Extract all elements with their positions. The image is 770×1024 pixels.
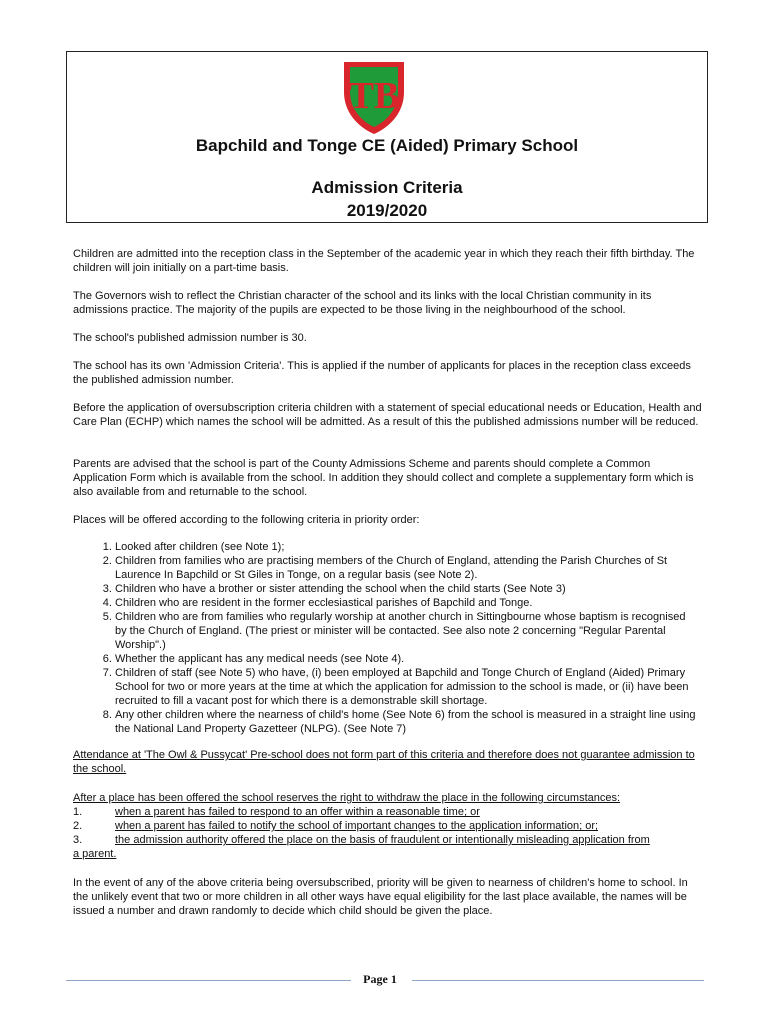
- paragraph-governors: The Governors wish to reflect the Christian character of the school and its links with the local Christian community in its admissions practice. The majority of the pupils are expected to be those living in the neighbourhood of the school.: [73, 290, 652, 316]
- withdraw-item-text: the admission authority offered the place on the basis of fraudulent or intentionally misleading application from: [115, 834, 650, 846]
- criteria-item: 8. Any other children where the nearness of child's home (See Note 6) from the school is measured in a straight line using the National Land Property Gazetteer (NLPG). (See Note 7): [115, 708, 697, 736]
- criteria-item: 7. Children of staff (see Note 5) who have, (i) been employed at Bapchild and Tonge Church of England (Aided) Primary School for two or more years at the time at which the application for admission to the school is made, or (ii) have been recruited to fill a vacant post for which there is a demonstrable skill shortage.: [115, 666, 697, 708]
- page-number: Page 1: [363, 972, 397, 986]
- withdraw-item-number: 1.: [73, 806, 83, 818]
- paragraph-parents-advised: Parents are advised that the school is part of the County Admissions Scheme and parents should complete a Common Application Form which is available from the school. In addition they should collect and complete a supplementary form which is also available from and returnable to the school.: [73, 458, 694, 498]
- criteria-item: 3. Children who have a brother or sister attending the school when the child starts (See Note 3): [115, 582, 697, 596]
- withdraw-tail: a parent.: [73, 848, 117, 860]
- paragraph-admission-criteria: The school has its own 'Admission Criteria'. This is applied if the number of applicants for places in the reception class exceeds the published admission number.: [73, 360, 691, 386]
- withdraw-item: [73, 833, 703, 847]
- criteria-item: 5. Children who are from families who regularly worship at another church in Sittingbourne whose baptism is recognised by the Church of England. (The priest or minister will be contacted. See also note 2 concerning "Regular Parental Worship".): [115, 610, 697, 652]
- criteria-item: 2. Children from families who are practising members of the Church of England, attending the Parish Churches of St Laurence In Bapchild or St Giles in Tonge, on a regular basis (see Note 2).: [115, 554, 697, 582]
- paragraph-admission-number: The school's published admission number is 30.: [73, 332, 307, 344]
- school-name: Bapchild and Tonge CE (Aided) Primary School: [195, 136, 579, 155]
- footer-rule-right: [412, 980, 704, 981]
- paragraph-special-needs: Before the application of oversubscription criteria children with a statement of special educational needs or Education, Health and Care Plan (ECHP) which names the school will be admitted. As a result of this the published admissions number will be reduced.: [73, 402, 702, 428]
- crest-monogram: TB: [348, 75, 400, 117]
- withdraw-item-text: when a parent has failed to notify the school of important changes to the application information; or;: [115, 820, 599, 832]
- withdraw-item: [73, 819, 703, 833]
- withdraw-item-number: 3.: [73, 834, 83, 846]
- school-crest-logo: [340, 58, 408, 136]
- withdraw-intro: After a place has been offered the school reserves the right to withdraw the place in the following circumstances:: [73, 792, 621, 804]
- preschool-note: Attendance at 'The Owl & Pussycat' Pre-school does not form part of this criteria and therefore does not guarantee admission to the school.: [73, 749, 695, 775]
- document-year: 2019/2020: [346, 201, 428, 220]
- criteria-item: 4. Children who are resident in the former ecclesiastical parishes of Bapchild and Tonge.: [115, 596, 697, 610]
- paragraph-places-offered: Places will be offered according to the following criteria in priority order:: [73, 514, 420, 526]
- withdraw-item-number: 2.: [73, 820, 83, 832]
- criteria-list: [73, 540, 697, 736]
- withdraw-section: [73, 791, 703, 861]
- withdraw-item-text: when a parent has failed to respond to an offer within a reasonable time; or: [115, 806, 480, 818]
- footer-rule-left: [66, 980, 351, 981]
- criteria-item: 1. Looked after children (see Note 1);: [115, 540, 697, 554]
- criteria-item: 6. Whether the applicant has any medical needs (see Note 4).: [115, 652, 697, 666]
- paragraph-reception: Children are admitted into the reception class in the September of the academic year in which they reach their fifth birthday. The children will join initially on a part-time basis.: [73, 248, 695, 274]
- paragraph-closing: In the event of any of the above criteria being oversubscribed, priority will be given to nearness of children's home to school. In the unlikely event that two or more children in all other ways have equal eligibility for the last place available, the names will be issued a number and drawn randomly to decide which child should be given the place.: [73, 877, 688, 917]
- document-title: Admission Criteria: [311, 178, 463, 197]
- withdraw-item: [73, 805, 703, 819]
